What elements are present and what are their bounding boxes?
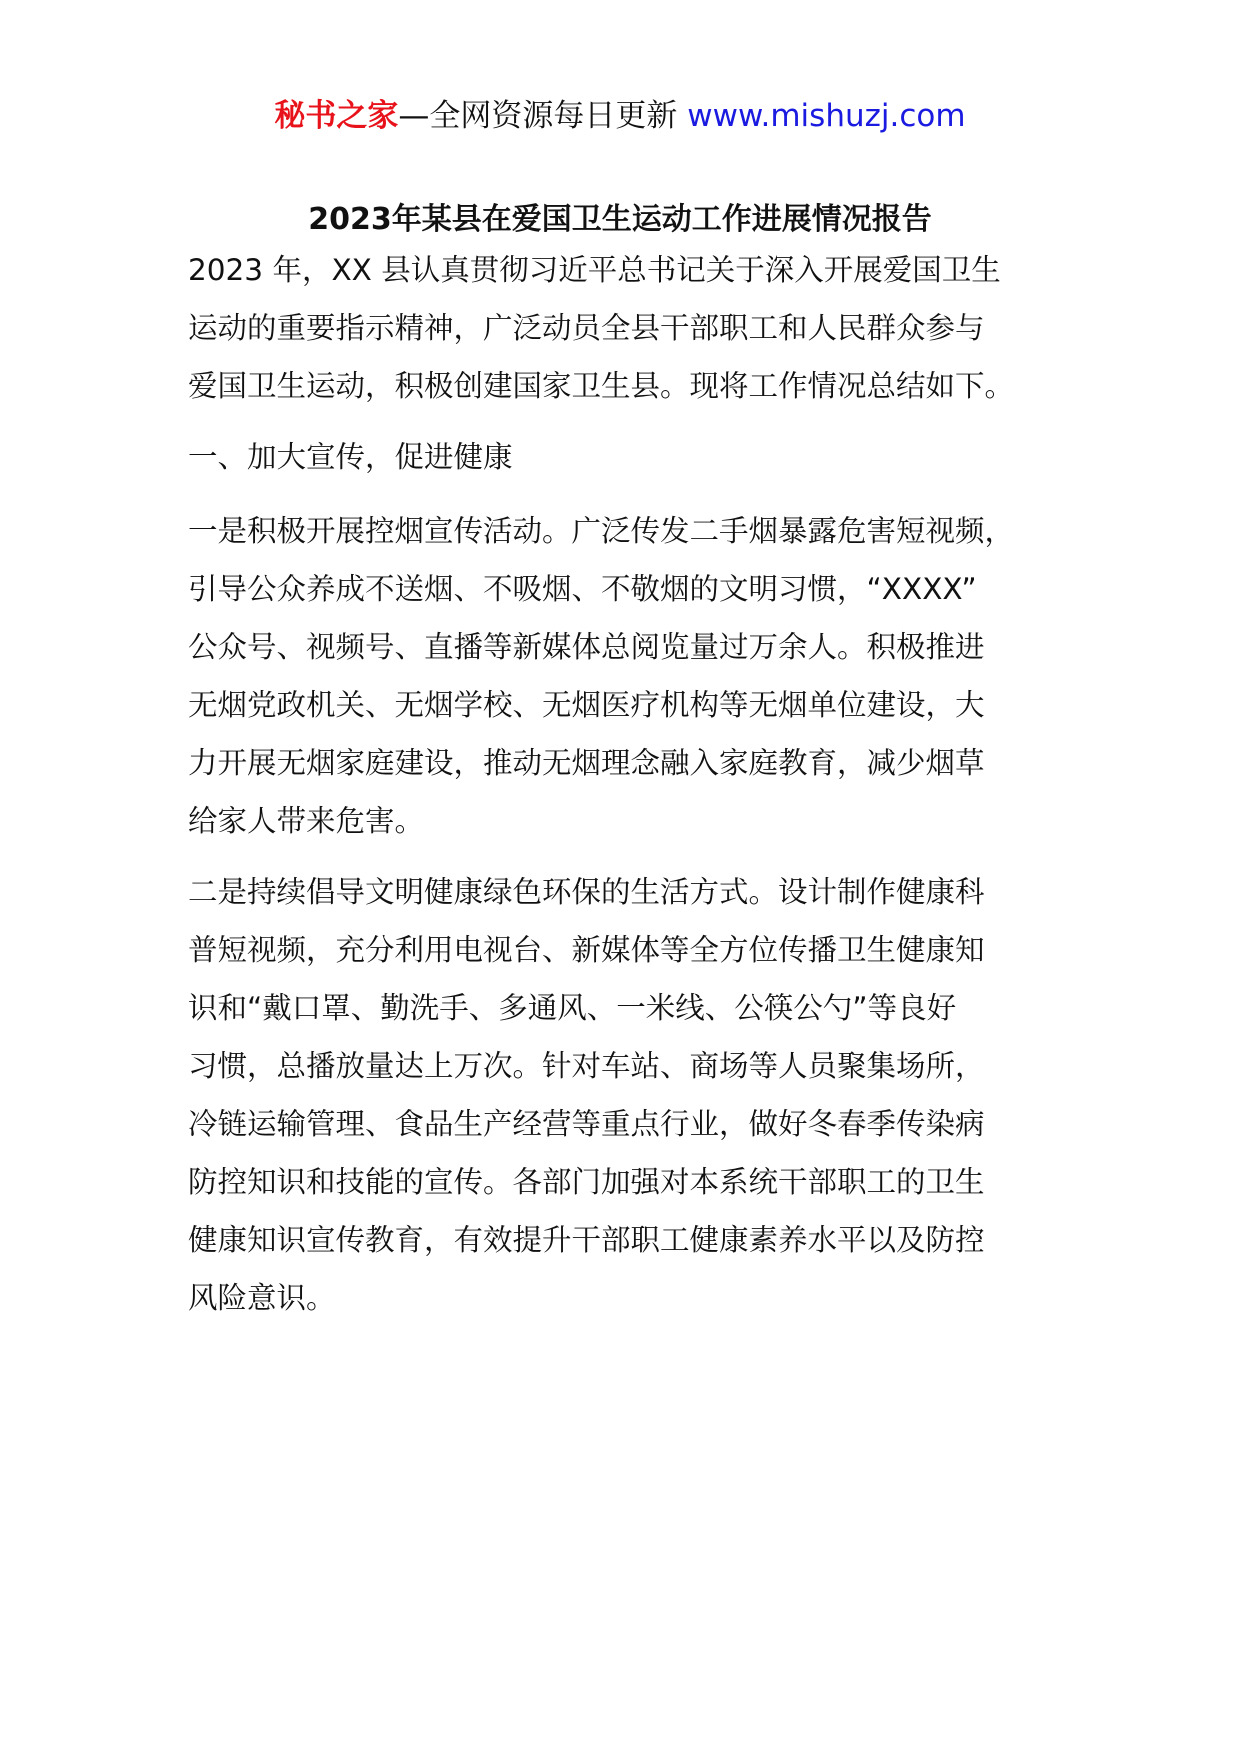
paragraph-2-line-4: 习惯，总播放量达上万次。针对车站、商场等人员聚集场所， bbox=[188, 1049, 985, 1083]
site-url-link[interactable]: www.mishuzj.com bbox=[687, 98, 966, 134]
intro-line-1: 2023 年，XX 县认真贯彻习近平总书记关于深入开展爱国卫生 bbox=[188, 253, 1001, 287]
intro-line-2: 运动的重要指示精神，广泛动员全县干部职工和人民群众参与 bbox=[188, 311, 985, 345]
paragraph-1-line-5: 力开展无烟家庭建设，推动无烟理念融入家庭教育，减少烟草 bbox=[188, 746, 985, 780]
section-heading-1: 一、加大宣传，促进健康 bbox=[188, 440, 513, 474]
paragraph-2-line-3: 识和“戴口罩、勤洗手、多通风、一米线、公筷公勺”等良好 bbox=[188, 991, 957, 1025]
paragraph-2-line-2: 普短视频，充分利用电视台、新媒体等全方位传播卫生健康知 bbox=[188, 933, 985, 967]
paragraph-1-line-3: 公众号、视频号、直播等新媒体总阅览量过万余人。积极推进 bbox=[188, 630, 985, 664]
site-brand: 秘书之家 bbox=[274, 98, 399, 134]
paragraph-2-line-6: 防控知识和技能的宣传。各部门加强对本系统干部职工的卫生 bbox=[188, 1165, 985, 1199]
paragraph-1-line-4: 无烟党政机关、无烟学校、无烟医疗机构等无烟单位建设，大 bbox=[188, 688, 985, 722]
document-title: 2023年某县在爱国卫生运动工作进展情况报告 bbox=[308, 202, 932, 237]
paragraph-1-line-1: 一是积极开展控烟宣传活动。广泛传发二手烟暴露危害短视频， bbox=[188, 514, 1015, 548]
paragraph-2-line-7: 健康知识宣传教育，有效提升干部职工健康素养水平以及防控 bbox=[188, 1223, 985, 1257]
paragraph-2-line-5: 冷链运输管理、食品生产经营等重点行业，做好冬春季传染病 bbox=[188, 1107, 985, 1141]
paragraph-2-line-8: 风险意识。 bbox=[188, 1281, 336, 1315]
intro-line-3: 爱国卫生运动，积极创建国家卫生县。现将工作情况总结如下。 bbox=[188, 369, 1015, 403]
paragraph-2-line-1: 二是持续倡导文明健康绿色环保的生活方式。设计制作健康科 bbox=[188, 875, 985, 909]
paragraph-1-line-6: 给家人带来危害。 bbox=[188, 804, 425, 838]
site-header bbox=[0, 96, 1240, 136]
paragraph-1-line-2: 引导公众养成不送烟、不吸烟、不敬烟的文明习惯，“XXXX” bbox=[188, 572, 977, 606]
site-tagline: —全网资源每日更新 bbox=[398, 98, 688, 134]
